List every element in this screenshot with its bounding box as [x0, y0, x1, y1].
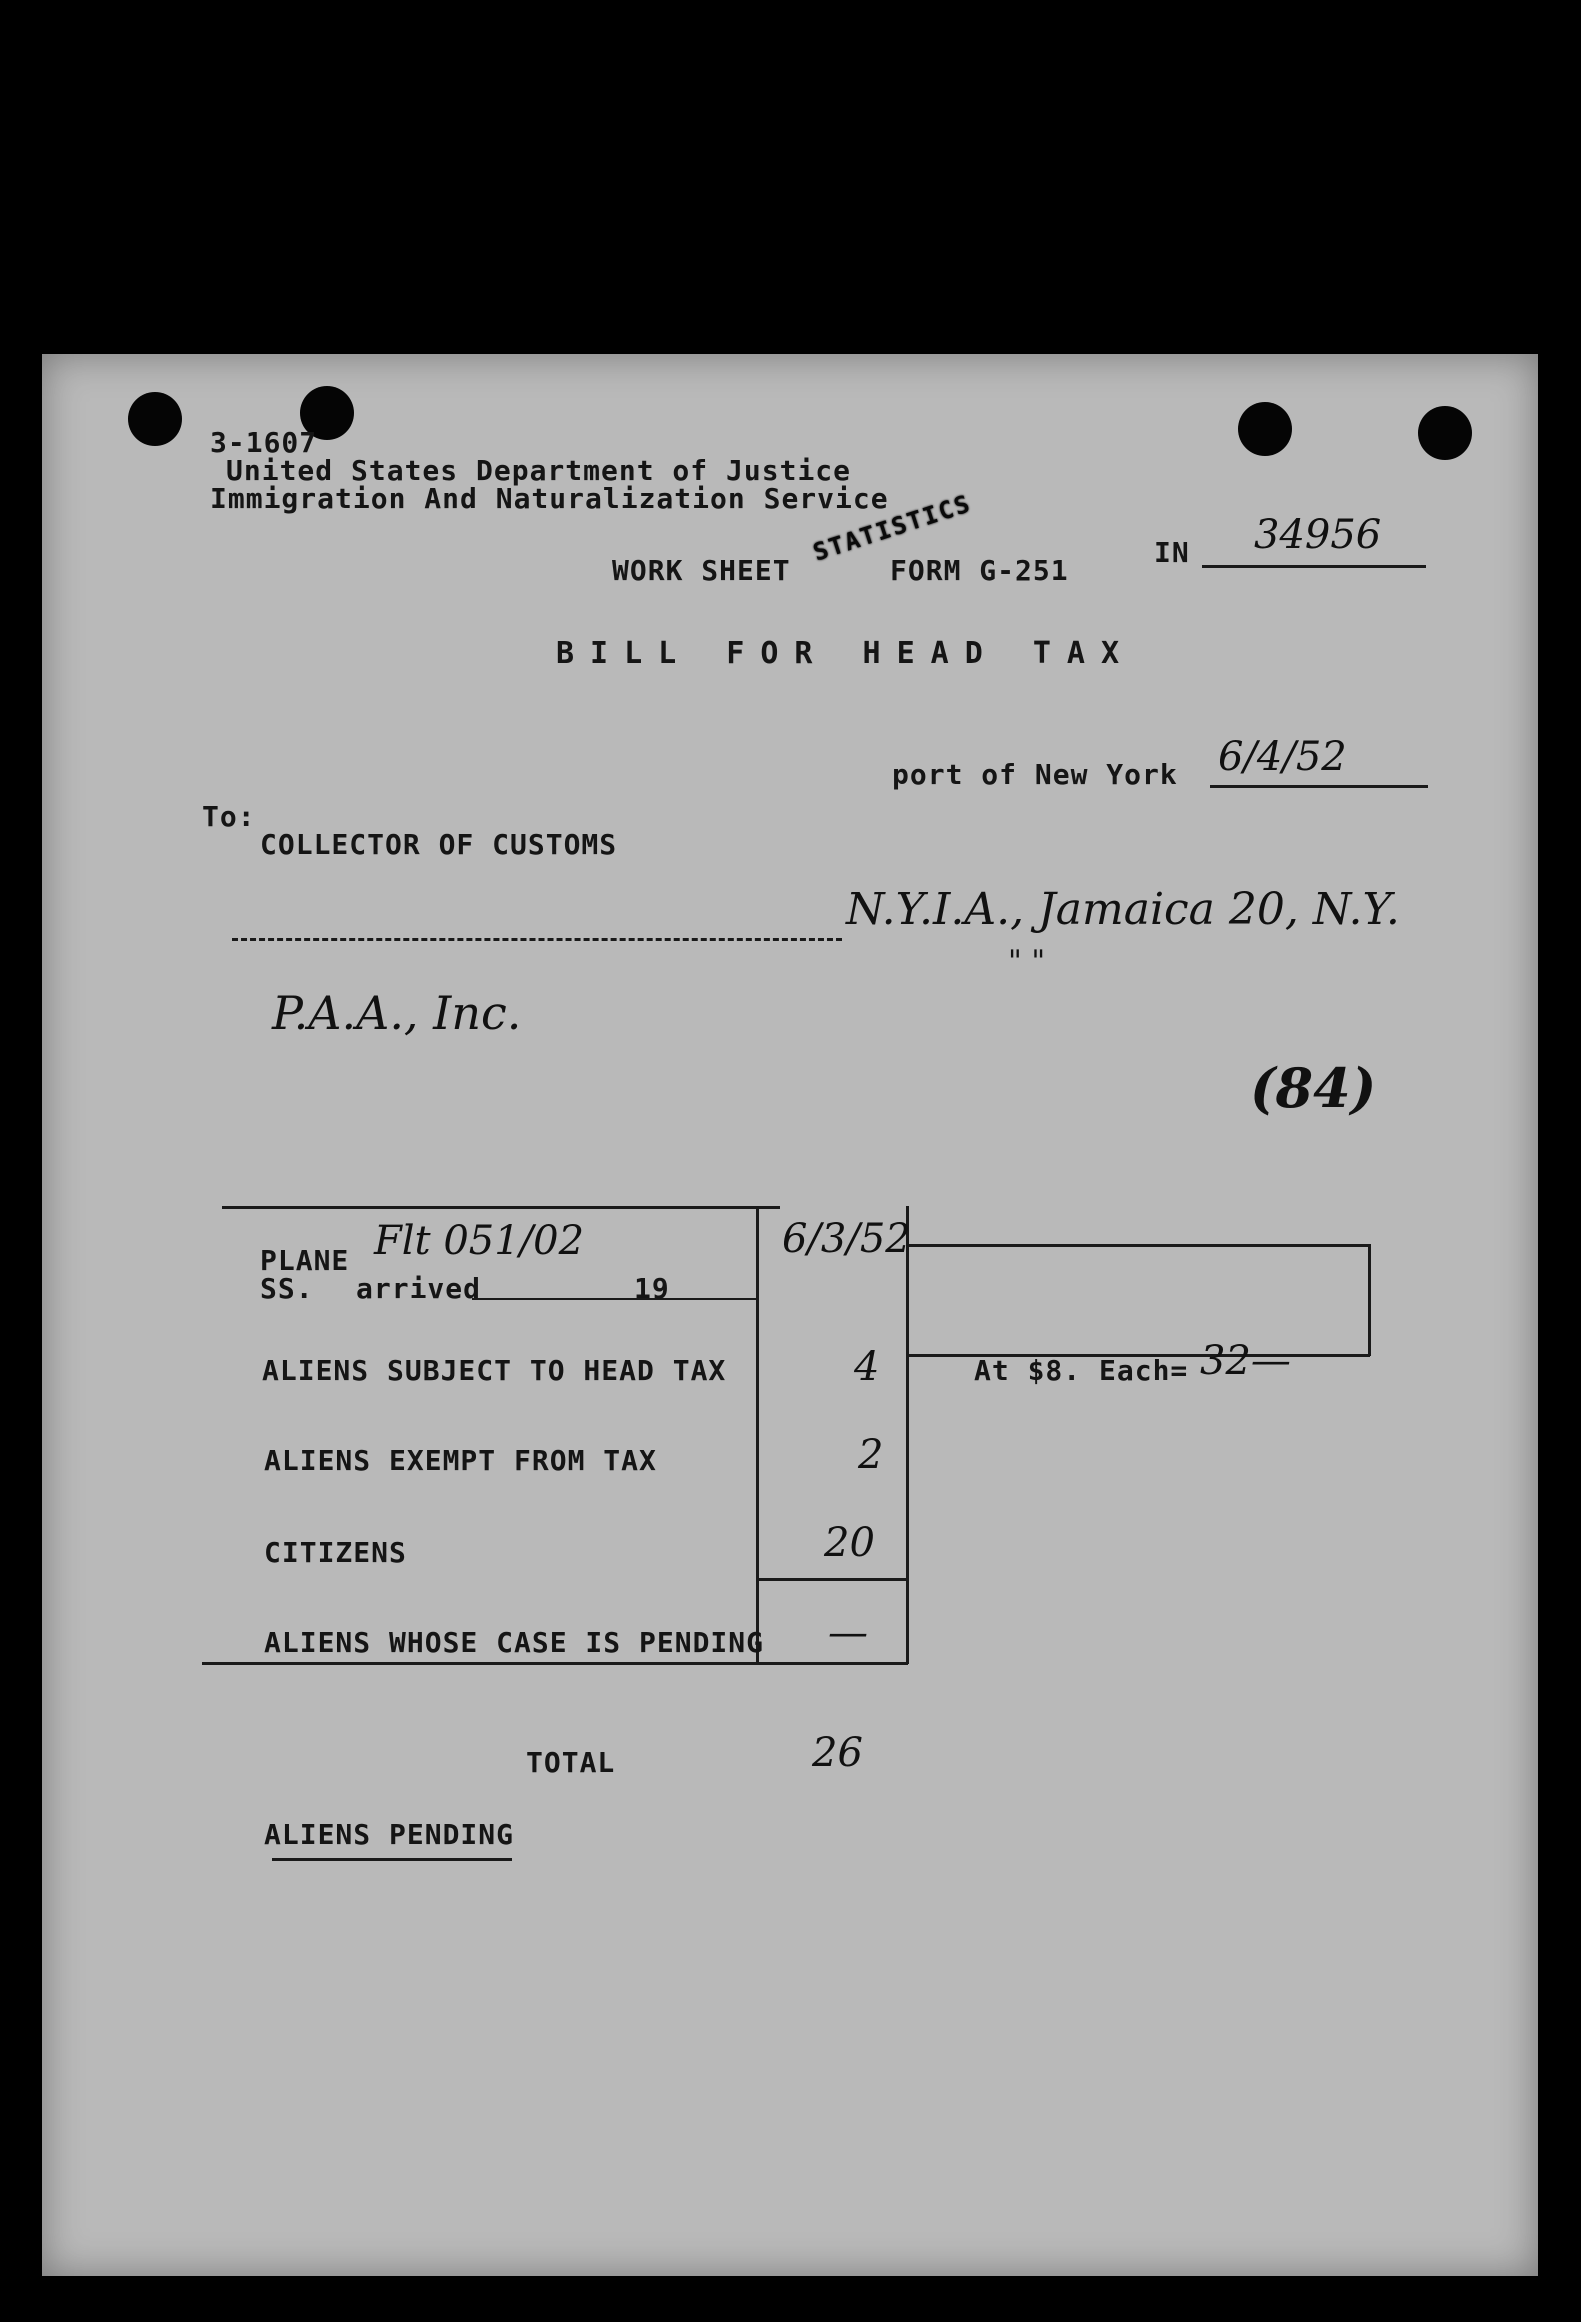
address-line [232, 938, 842, 941]
total-label: TOTAL [526, 1746, 616, 1779]
document-title: BILL FOR HEAD TAX [556, 636, 1136, 671]
arrived-label: arrived [356, 1272, 482, 1305]
in-label: IN [1154, 536, 1190, 569]
port-date-line [1210, 785, 1428, 788]
table-left-column-line [756, 1206, 759, 1664]
in-number: 34956 [1254, 512, 1382, 558]
document-page [42, 354, 1538, 2276]
aliens-pending-label: ALIENS PENDING [264, 1818, 515, 1851]
form-label: FORM G-251 [890, 554, 1069, 587]
arrival-date: 6/3/52 [782, 1216, 911, 1262]
table-right-column-line [906, 1206, 909, 1664]
flight-number: Flt 051/02 [374, 1218, 585, 1264]
row-label-exempt: ALIENS EXEMPT FROM TAX [264, 1444, 657, 1477]
aliens-pending-underline [272, 1858, 512, 1861]
row-value-exempt: 2 [858, 1432, 884, 1478]
ss-label: SS. [260, 1272, 314, 1305]
ss-row-line [472, 1298, 756, 1300]
ditto-marks: " " [1008, 944, 1046, 979]
to-label: To: [202, 800, 256, 833]
punch-hole-left-1 [128, 392, 182, 446]
row-label-citizens: CITIZENS [264, 1536, 407, 1569]
row-value-pending: — [828, 1610, 868, 1656]
rate-box-top [908, 1244, 1370, 1247]
punch-hole-right-2 [1418, 406, 1472, 460]
statistics-stamp: STATISTICS [809, 489, 975, 567]
port-label: port of New York [892, 758, 1178, 791]
table-bottom-line [202, 1662, 908, 1665]
rate-box-right [1368, 1244, 1371, 1356]
punch-hole-right-1 [1238, 402, 1292, 456]
worksheet-label: WORK SHEET [612, 554, 791, 587]
plane-label: PLANE [260, 1244, 350, 1277]
row-label-pending: ALIENS WHOSE CASE IS PENDING [264, 1626, 765, 1659]
total-line [756, 1578, 908, 1581]
row-label-subject-to-tax: ALIENS SUBJECT TO HEAD TAX [262, 1354, 727, 1387]
service-name: Immigration And Naturalization Service [210, 482, 889, 515]
row-value-subject-to-tax: 4 [854, 1344, 880, 1390]
row-value-citizens: 20 [824, 1520, 875, 1566]
department-name: United States Department of Justice [226, 454, 852, 487]
note-handwriting: (84) [1250, 1056, 1377, 1120]
in-number-line [1202, 565, 1426, 568]
total-value: 26 [812, 1730, 863, 1776]
carrier-handwriting: P.A.A., Inc. [272, 986, 522, 1040]
form-number: 3-1607 [210, 426, 318, 459]
location-handwriting: N.Y.I.A., Jamaica 20, N.Y. [846, 884, 1400, 935]
rate-amount: 32— [1200, 1338, 1291, 1384]
collector-label: COLLECTOR OF CUSTOMS [260, 828, 618, 861]
port-date: 6/4/52 [1218, 734, 1347, 780]
table-top-line [222, 1206, 780, 1209]
rate-label: At $8. Each= [974, 1354, 1189, 1387]
year-prefix: 19 [634, 1272, 670, 1305]
